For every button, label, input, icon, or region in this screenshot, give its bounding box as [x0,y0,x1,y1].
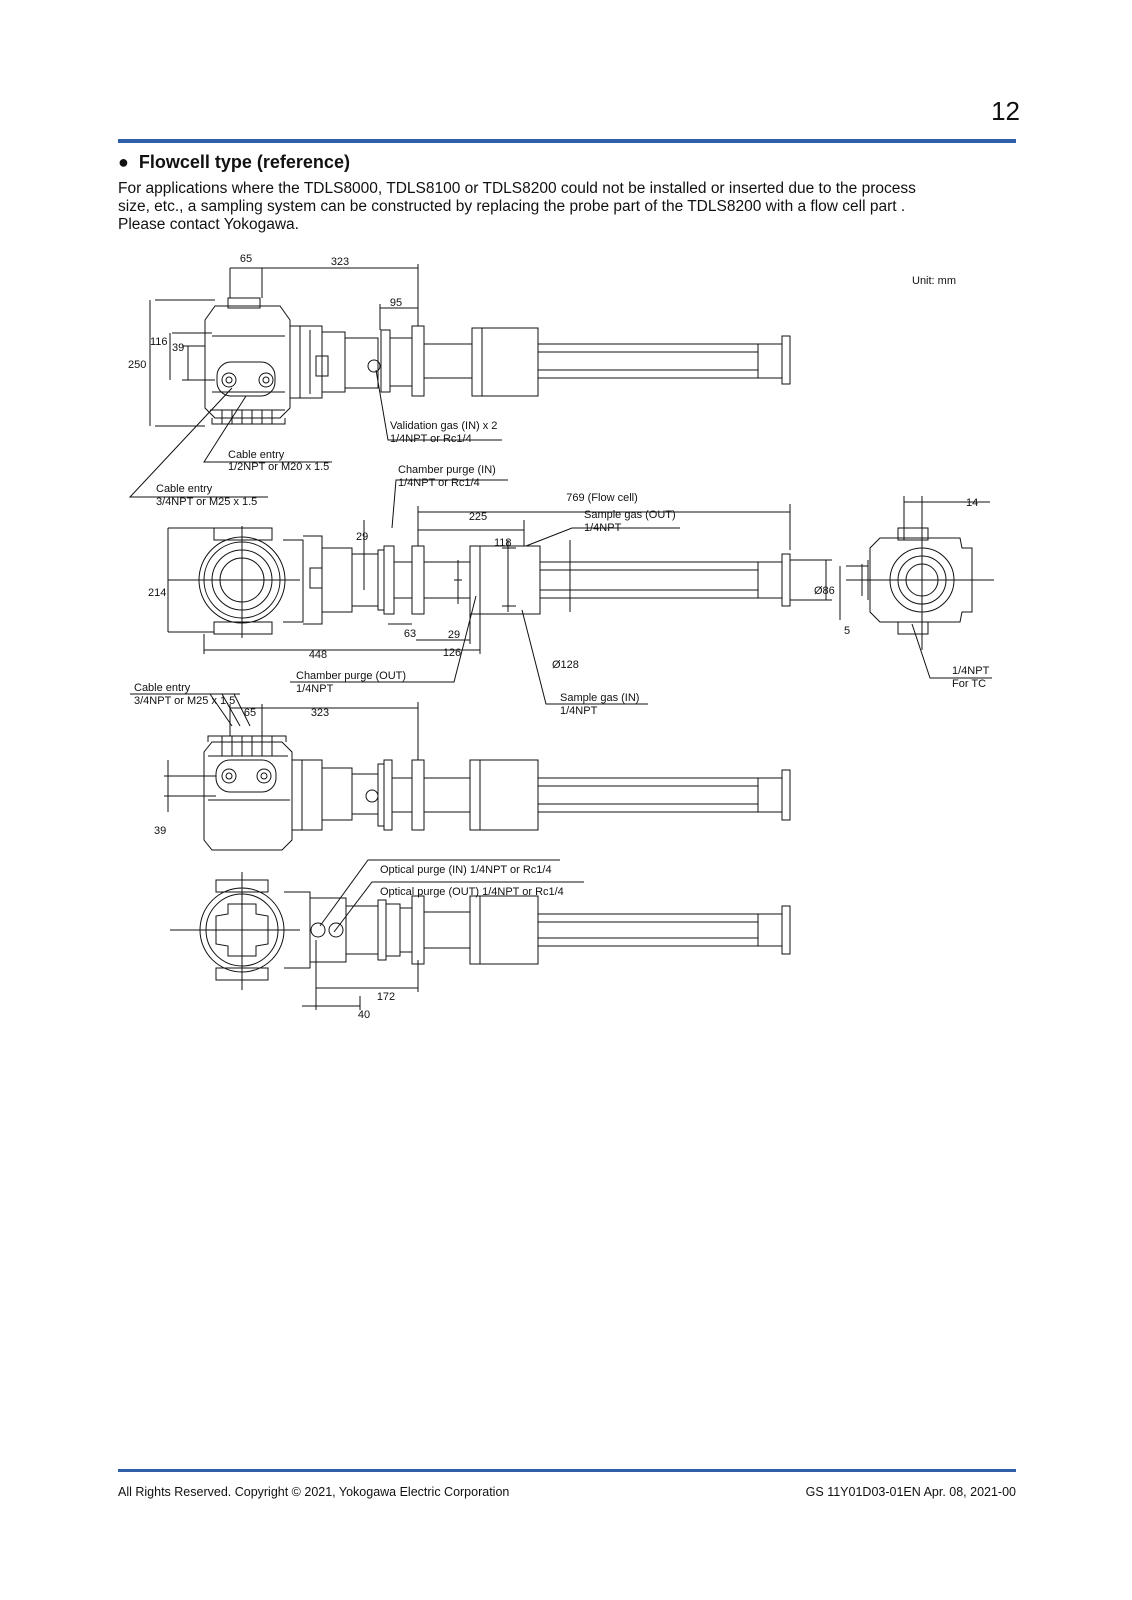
dim-214: 214 [148,587,167,599]
view-third [204,736,790,850]
dim-39-top: 39 [172,342,185,354]
callout-optical-purge-in: Optical purge (IN) 1/4NPT or Rc1/4 [380,864,552,876]
view-bottom [170,872,790,990]
intro-line: For applications where the TDLS8000, TDLS8100 or TDLS8200 could not be installed or inserted due to the process [118,180,916,197]
unit-label: Unit: mm [912,275,956,287]
footer-copyright: All Rights Reserved. Copyright © 2021, Yokogawa Electric Corporation [118,1485,510,1499]
view-side [846,508,994,650]
dim-128: Ø128 [552,659,579,671]
callout-optical-purge-out: Optical purge (OUT) 1/4NPT or Rc1/4 [380,886,564,898]
header-rule [118,139,1016,143]
dim-172: 172 [376,991,396,1003]
callout-cable-entry-b-spec: 3/4NPT or M25 x 1.5 [156,496,258,508]
callout-sample-gas-out: Sample gas (OUT) [584,509,676,521]
dim-126: 126 [442,647,462,659]
callout-chamber-purge-out-spec: 1/4NPT [296,683,334,695]
dim-65-mid: 65 [243,707,257,719]
intro-text [118,180,1018,234]
callout-chamber-purge-out: Chamber purge (OUT) [296,670,407,682]
callout-chamber-purge-in-spec: 1/4NPT or Rc1/4 [398,477,480,489]
dim-29-b: 29 [447,629,461,641]
callout-validation-gas: Validation gas (IN) x 2 [390,420,498,432]
dim-39-mid: 39 [154,825,167,837]
callout-validation-gas-spec: 1/4NPT or Rc1/4 [390,433,472,445]
callout-cable-entry-c-spec: 3/4NPT or M25 x 1.5 [134,695,236,707]
callout-cable-entry-a-spec: 1/2NPT or M20 x 1.5 [228,461,330,473]
callout-sample-gas-in-spec: 1/4NPT [560,705,598,717]
dim-323-top: 323 [330,256,350,268]
dim-29-a: 29 [356,531,369,543]
section-title-text: Flowcell type (reference) [138,152,350,172]
dim-116: 116 [150,336,168,348]
footer-rule [118,1469,1016,1472]
callout-tc-spec: For TC [952,678,987,690]
dim-63: 63 [403,628,417,640]
section-title [118,152,350,173]
callout-cable-entry-b: Cable entry [156,483,213,495]
callout-cable-entry-c: Cable entry [134,682,191,694]
callout-tc: 1/4NPT [952,665,990,677]
dim-5: 5 [844,625,851,637]
dim-448: 448 [308,649,328,661]
footer-doc-id: GS 11Y01D03-01EN Apr. 08, 2021-00 [805,1485,1016,1499]
bullet: ● [118,152,129,172]
dim-14: 14 [966,497,979,509]
view-top [155,298,790,426]
callout-cable-entry-a: Cable entry [228,449,285,461]
dim-86: Ø86 [814,585,835,597]
dim-225: 225 [468,511,488,523]
page-number: 12 [991,96,1020,126]
dim-769: 769 (Flow cell) [566,492,638,504]
view-middle [168,526,790,638]
callout-sample-gas-out-spec: 1/4NPT [584,522,622,534]
dim-65-top: 65 [239,253,253,265]
callout-chamber-purge-in: Chamber purge (IN) [398,464,496,476]
dim-40: 40 [357,1009,371,1021]
callout-sample-gas-in: Sample gas (IN) [560,692,640,704]
intro-line: Please contact Yokogawa. [118,216,299,233]
dim-118: 118 [494,537,512,549]
dim-95: 95 [389,297,403,309]
dim-323-mid: 323 [310,707,330,719]
dim-250: 250 [128,359,147,371]
intro-line: size, etc., a sampling system can be constructed by replacing the probe part of the TDLS8200 with a flow cell part . [118,198,906,215]
